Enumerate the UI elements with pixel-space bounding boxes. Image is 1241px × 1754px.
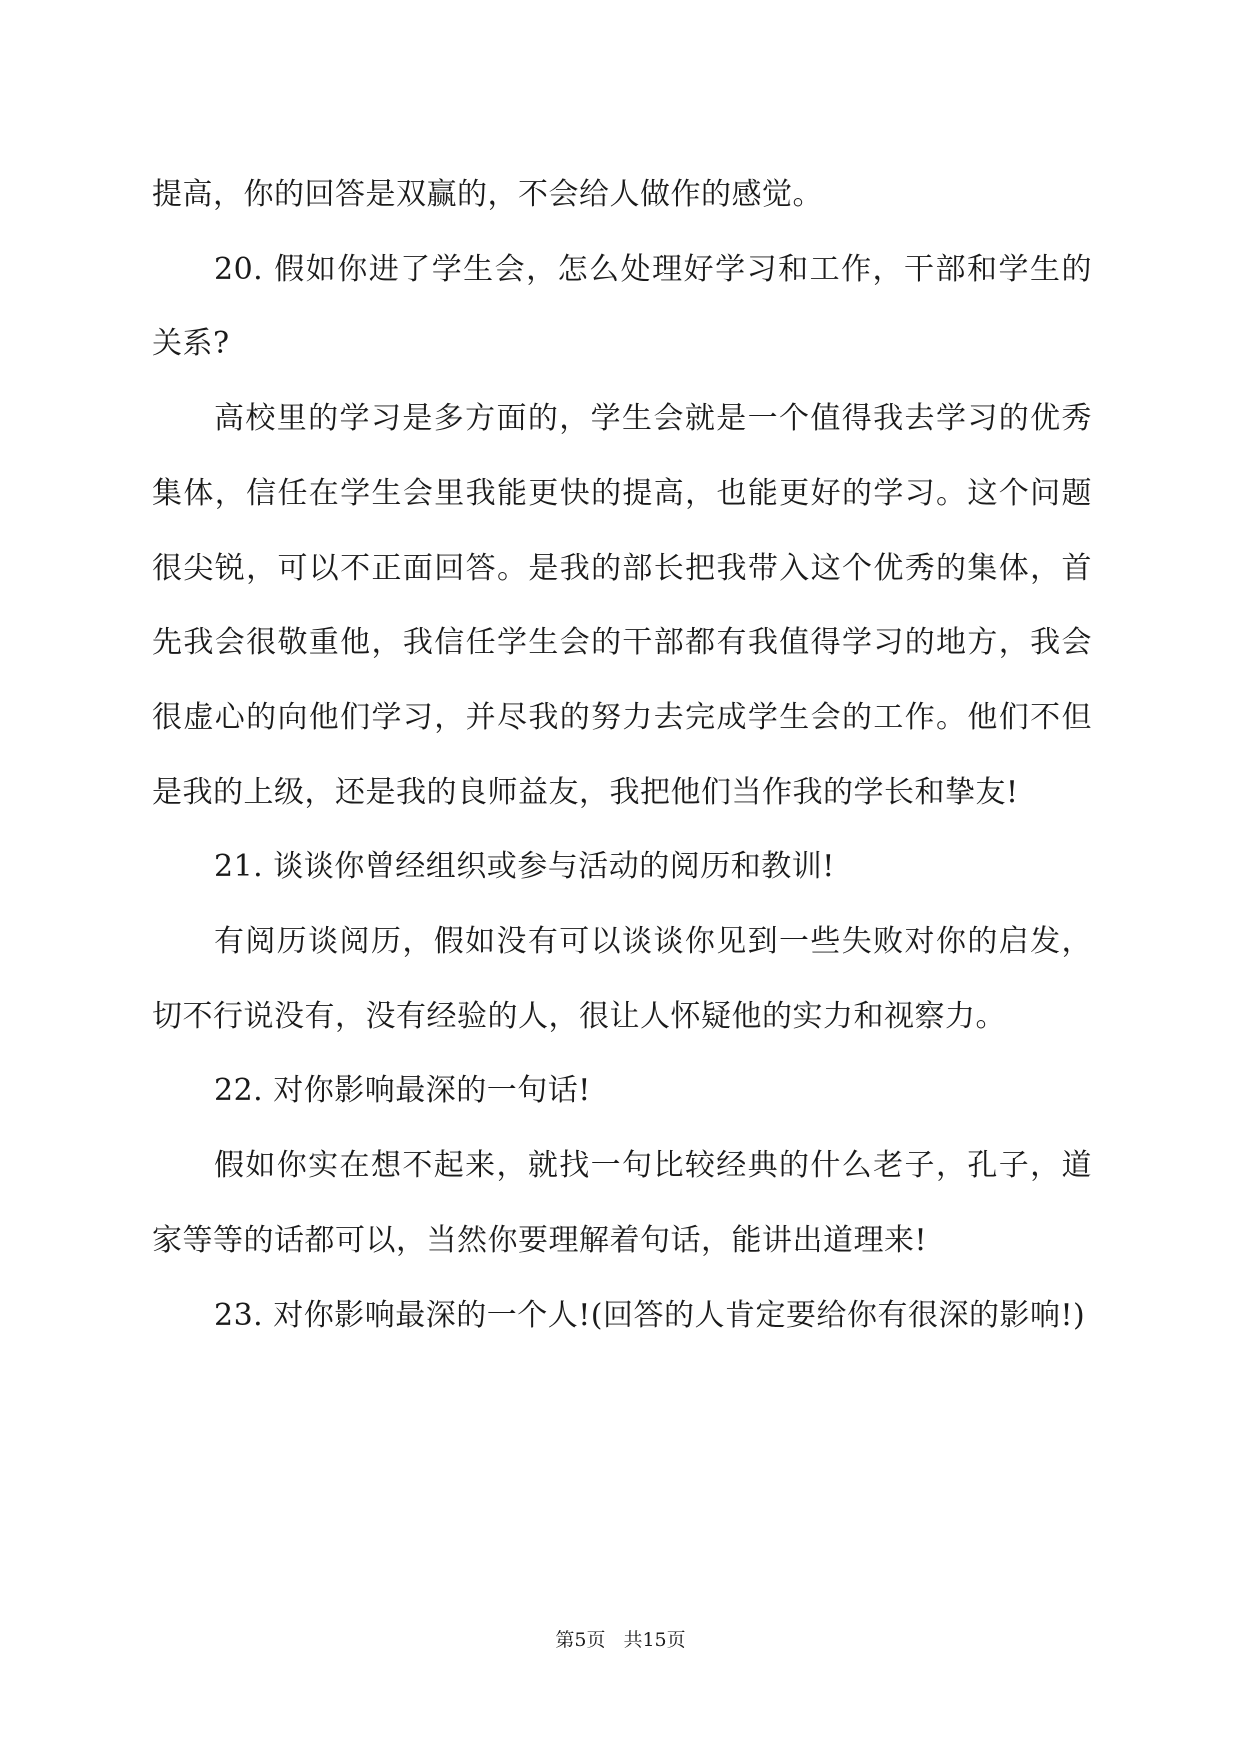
current-page-label: 第5页 [555,1629,606,1651]
document-body [152,158,1092,1353]
page-footer [0,1628,1241,1652]
paragraph-continuation: 提高，你的回答是双赢的，不会给人做作的感觉。 [152,177,823,212]
question-20: 20. 假如你进了学生会，怎么处理好学习和工作，干部和学生的关系? [152,251,1092,362]
answer-21: 有阅历谈阅历，假如没有可以谈谈你见到一些失败对你的启发，切不行说没有，没有经验的人，很让人怀疑他的实力和视察力。 [152,924,1092,1034]
answer-20: 高校里的学习是多方面的，学生会就是一个值得我去学习的优秀集体，信任在学生会里我能更快的提高，也能更好的学习。这个问题很尖锐，可以不正面回答。是我的部长把我带入这个优秀的集体，首先我会很敬重他，我信任学生会的干部都有我值得学习的地方，我会很虚心的向他们学习，并尽我的努力去完成学生会的工作。他们不但是我的上级，还是我的良师益友，我把他们当作我的学长和挚友! [152,401,1092,810]
total-pages-label: 共15页 [623,1629,686,1651]
question-23: 23. 对你影响最深的一个人!(回答的人肯定要给你有很深的影响!) [214,1297,1086,1333]
question-21: 21. 谈谈你曾经组织或参与活动的阅历和教训! [214,849,835,885]
question-22: 22. 对你影响最深的一句话! [214,1073,591,1109]
answer-22: 假如你实在想不起来，就找一句比较经典的什么老子，孔子，道家等等的话都可以，当然你要理解着句话，能讲出道理来! [152,1148,1092,1258]
